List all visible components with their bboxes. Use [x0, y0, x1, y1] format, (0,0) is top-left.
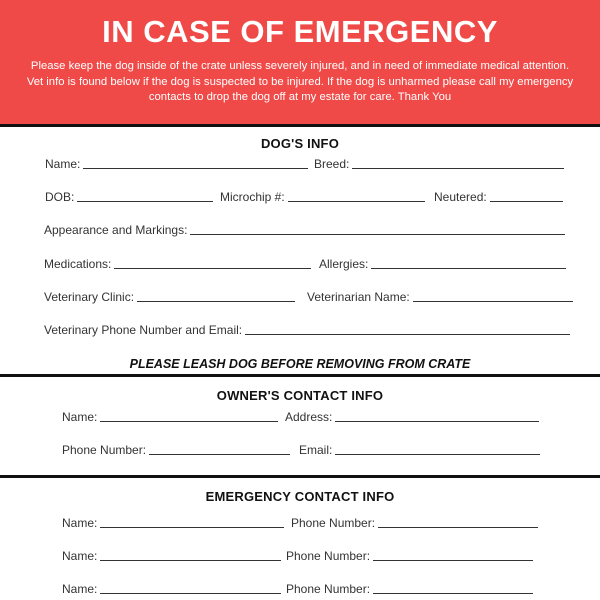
- owner-address-label: Address:: [285, 410, 333, 424]
- emergency-contact-row: [0, 547, 600, 563]
- breed-label: Breed:: [314, 157, 350, 171]
- appearance-label: Appearance and Markings:: [44, 223, 188, 237]
- medications-blank[interactable]: [114, 257, 311, 269]
- owner-email-label: Email:: [299, 443, 333, 457]
- page-title: IN CASE OF EMERGENCY: [102, 14, 498, 49]
- medications-row: [0, 255, 600, 271]
- emergency-phone-blank[interactable]: [378, 516, 538, 528]
- vet-name-blank[interactable]: [413, 290, 573, 302]
- vet-clinic-row: [0, 288, 600, 304]
- instructions-text: Please keep the dog inside of the crate unless severely injured, and in need of immediate medical attention. Vet info is found below if the dog is suspected to be injured. If the dog is unharmed please call my emergency contacts to drop the dog off at my estate for care. Thank You: [26, 60, 574, 103]
- header-banner: [0, 0, 600, 124]
- vet-clinic-field[interactable]: [44, 288, 295, 304]
- emergency-name-field[interactable]: [62, 547, 281, 563]
- allergies-blank[interactable]: [371, 257, 566, 269]
- owner-address-field[interactable]: [285, 408, 539, 424]
- owner-email-field[interactable]: [299, 441, 540, 457]
- emergency-phone-field[interactable]: [291, 514, 538, 530]
- microchip-blank[interactable]: [288, 190, 425, 202]
- emergency-phone-label: Phone Number:: [286, 549, 371, 563]
- neutered-field[interactable]: [434, 188, 563, 204]
- emergency-phone-blank[interactable]: [373, 582, 533, 594]
- owner-email-blank[interactable]: [335, 443, 540, 455]
- vet-phone-email-label: Veterinary Phone Number and Email:: [44, 323, 243, 337]
- emergency-phone-label: Phone Number:: [291, 516, 376, 530]
- medications-label: Medications:: [44, 257, 112, 271]
- owner-phone-label: Phone Number:: [62, 443, 147, 457]
- microchip-field[interactable]: [220, 188, 425, 204]
- owner-name-field[interactable]: [62, 408, 278, 424]
- emergency-name-blank[interactable]: [100, 516, 284, 528]
- neutered-blank[interactable]: [490, 190, 563, 202]
- vet-phone-email-blank[interactable]: [245, 323, 570, 335]
- appearance-row: [0, 221, 600, 237]
- emergency-name-blank[interactable]: [100, 582, 281, 594]
- owner-name-row: [0, 408, 600, 424]
- dob-blank[interactable]: [77, 190, 213, 202]
- emergency-phone-blank[interactable]: [373, 549, 533, 561]
- emergency-info-title: EMERGENCY CONTACT INFO: [205, 489, 395, 504]
- owner-name-blank[interactable]: [100, 410, 278, 422]
- emergency-contact-row: [0, 580, 600, 596]
- leash-notice: PLEASE LEASH DOG BEFORE REMOVING FROM CRATE: [129, 357, 471, 371]
- emergency-contact-row: [0, 514, 600, 530]
- emergency-name-field[interactable]: [62, 514, 284, 530]
- medications-field[interactable]: [44, 255, 311, 271]
- owner-name-label: Name:: [62, 410, 98, 424]
- appearance-field[interactable]: [44, 221, 565, 237]
- divider: [0, 124, 600, 127]
- neutered-label: Neutered:: [434, 190, 487, 204]
- dog-name-blank[interactable]: [83, 157, 308, 169]
- vet-clinic-blank[interactable]: [137, 290, 295, 302]
- owner-phone-field[interactable]: [62, 441, 290, 457]
- dog-name-breed-row: [0, 155, 600, 171]
- emergency-phone-label: Phone Number:: [286, 582, 371, 596]
- divider: [0, 475, 600, 478]
- emergency-name-label: Name:: [62, 516, 98, 530]
- owner-phone-blank[interactable]: [149, 443, 290, 455]
- breed-blank[interactable]: [352, 157, 564, 169]
- microchip-label: Microchip #:: [220, 190, 285, 204]
- dob-field[interactable]: [45, 188, 213, 204]
- emergency-name-label: Name:: [62, 582, 98, 596]
- emergency-name-label: Name:: [62, 549, 98, 563]
- allergies-field[interactable]: [319, 255, 566, 271]
- vet-name-label: Veterinarian Name:: [307, 290, 410, 304]
- owner-info-title: OWNER'S CONTACT INFO: [216, 388, 384, 403]
- emergency-name-field[interactable]: [62, 580, 281, 596]
- breed-field[interactable]: [314, 155, 564, 171]
- emergency-name-blank[interactable]: [100, 549, 281, 561]
- emergency-phone-field[interactable]: [286, 580, 533, 596]
- owner-address-blank[interactable]: [335, 410, 539, 422]
- vet-phone-email-field[interactable]: [44, 321, 570, 337]
- dob-row: [0, 188, 600, 204]
- vet-phone-row: [0, 321, 600, 337]
- dog-name-label: Name:: [45, 157, 81, 171]
- emergency-phone-field[interactable]: [286, 547, 533, 563]
- owner-phone-row: [0, 441, 600, 457]
- vet-clinic-label: Veterinary Clinic:: [44, 290, 135, 304]
- dogs-info-title: DOG'S INFO: [260, 136, 340, 151]
- appearance-blank[interactable]: [190, 223, 565, 235]
- vet-name-field[interactable]: [307, 288, 573, 304]
- dob-label: DOB:: [45, 190, 75, 204]
- divider: [0, 374, 600, 377]
- dog-name-field[interactable]: [45, 155, 308, 171]
- allergies-label: Allergies:: [319, 257, 369, 271]
